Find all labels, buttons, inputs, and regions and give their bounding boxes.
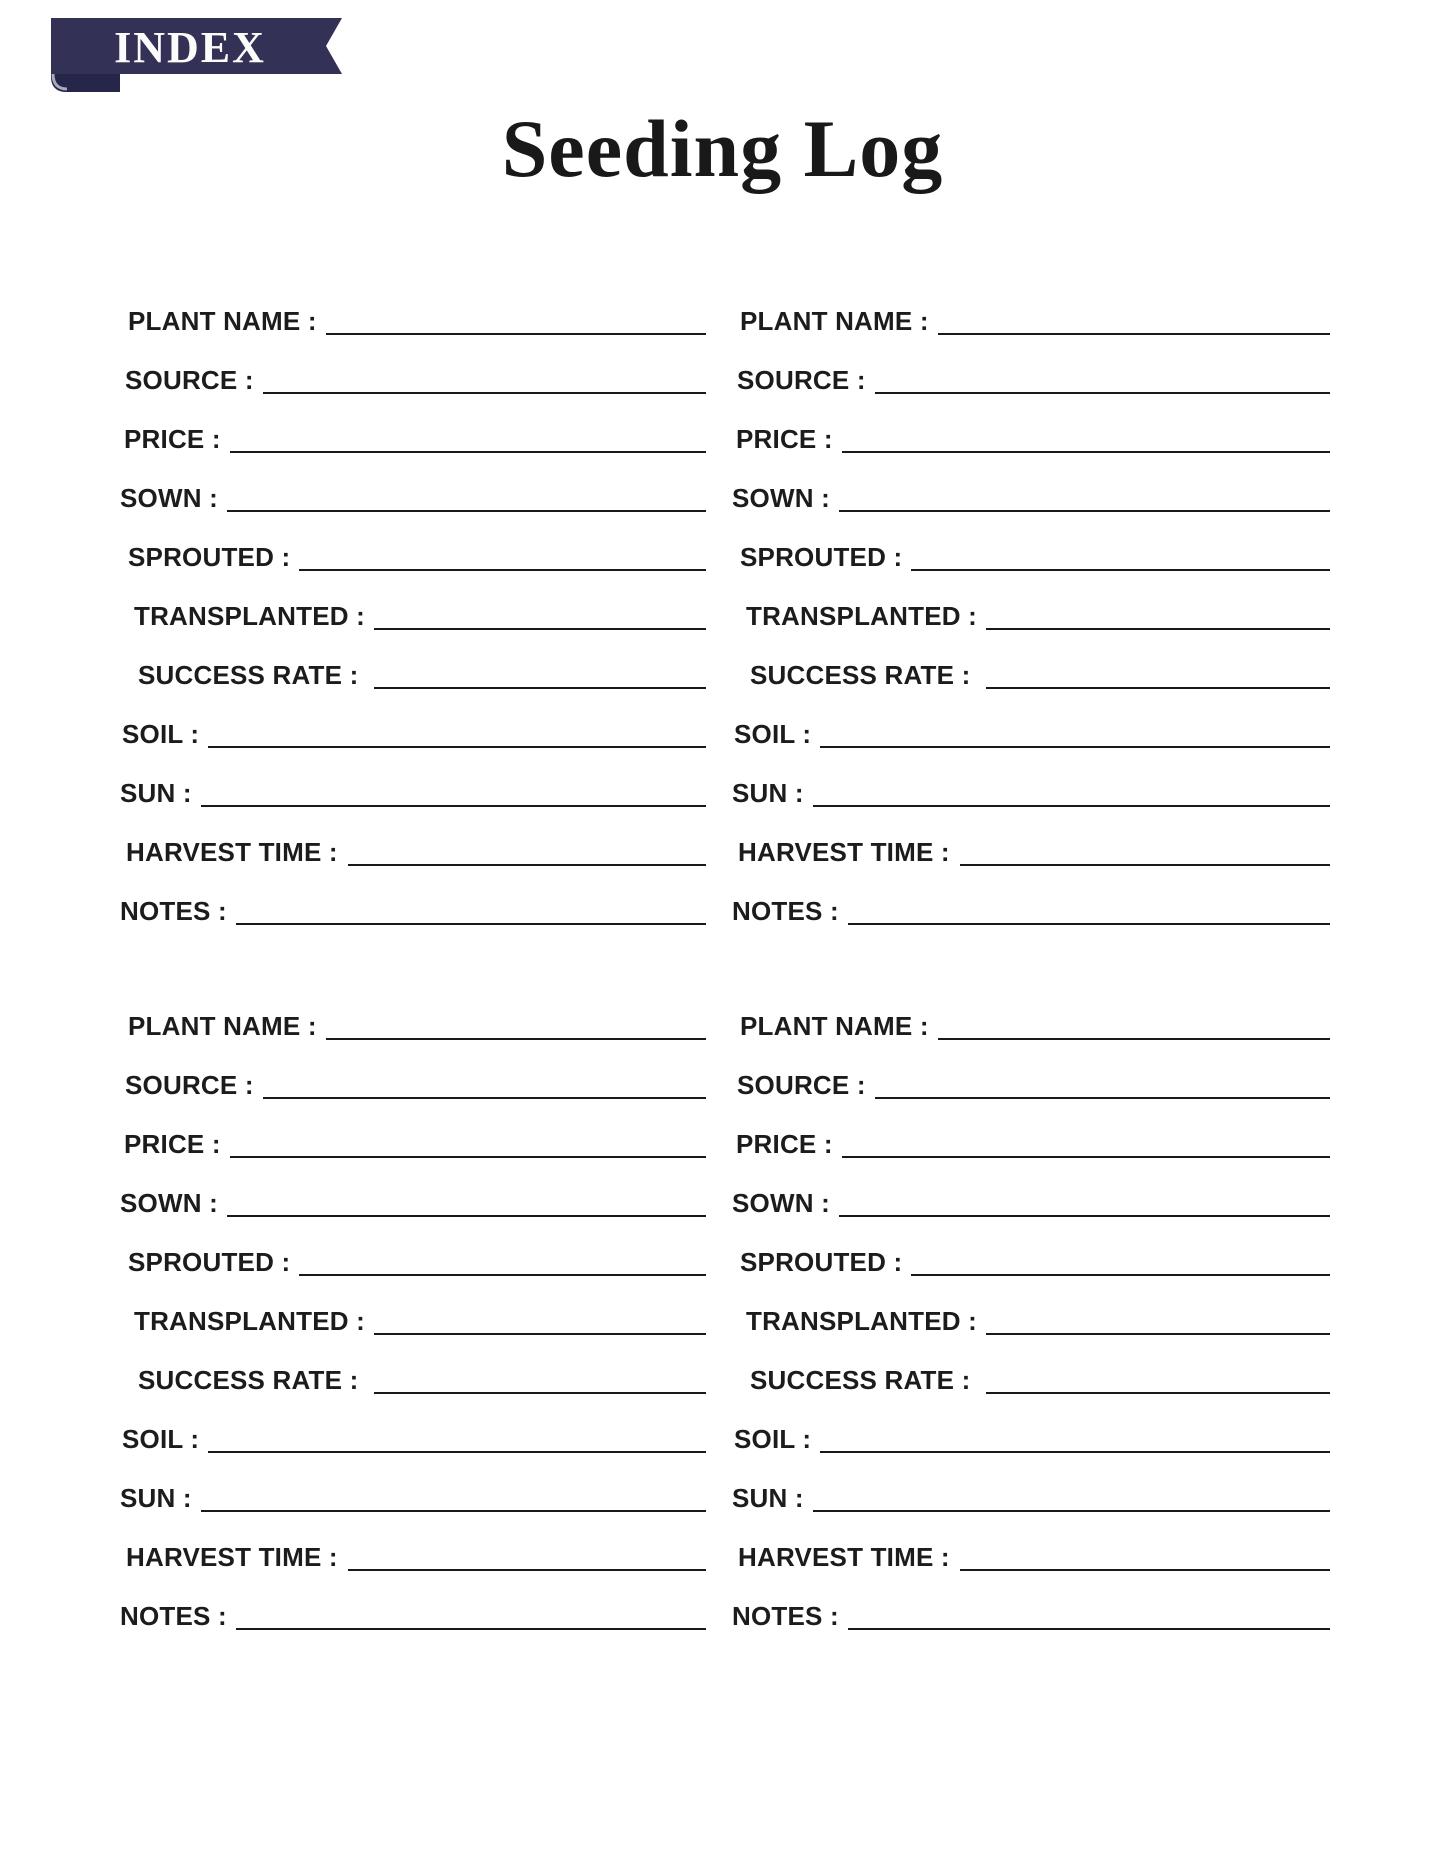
field-row	[120, 630, 706, 689]
field-label: SUCCESS RATE :	[750, 660, 971, 690]
field-value-line[interactable]	[263, 362, 706, 394]
field-label: SOIL :	[122, 1424, 200, 1454]
field-row	[732, 1099, 1330, 1158]
field-row	[120, 1040, 706, 1099]
page-title: Seeding Log	[501, 103, 944, 194]
field-row	[120, 1099, 706, 1158]
field-value-line[interactable]	[986, 598, 1330, 630]
field-value-line[interactable]	[813, 775, 1330, 807]
field-value-line[interactable]	[230, 421, 706, 453]
field-row	[120, 1512, 706, 1571]
field-row	[120, 748, 706, 807]
field-label: SOWN :	[732, 483, 830, 513]
field-value-line[interactable]	[299, 1244, 706, 1276]
field-label: PRICE :	[736, 1129, 833, 1159]
seeding-entry-block	[120, 276, 706, 925]
field-row	[120, 512, 706, 571]
field-value-line[interactable]	[374, 657, 706, 689]
field-row	[732, 335, 1330, 394]
field-value-line[interactable]	[374, 598, 706, 630]
index-ribbon-tab[interactable]	[50, 17, 345, 97]
field-row	[120, 689, 706, 748]
field-value-line[interactable]	[230, 1126, 706, 1158]
field-label: PRICE :	[736, 424, 833, 454]
field-row	[732, 1040, 1330, 1099]
field-row	[732, 981, 1330, 1040]
field-value-line[interactable]	[848, 893, 1330, 925]
field-value-line[interactable]	[839, 1185, 1330, 1217]
field-value-line[interactable]	[348, 1539, 706, 1571]
field-label: HARVEST TIME :	[738, 1542, 950, 1572]
field-label: SOIL :	[734, 719, 812, 749]
field-label: SPROUTED :	[740, 542, 903, 572]
field-row	[732, 1512, 1330, 1571]
field-row	[732, 1571, 1330, 1630]
field-row	[120, 453, 706, 512]
field-value-line[interactable]	[986, 1303, 1330, 1335]
field-value-line[interactable]	[236, 1598, 706, 1630]
field-value-line[interactable]	[208, 1421, 706, 1453]
field-value-line[interactable]	[201, 775, 706, 807]
field-label: NOTES :	[732, 1601, 839, 1631]
field-label: PRICE :	[124, 424, 221, 454]
field-value-line[interactable]	[839, 480, 1330, 512]
field-row	[120, 571, 706, 630]
field-row	[120, 1217, 706, 1276]
field-label: SPROUTED :	[740, 1247, 903, 1277]
field-label: SUCCESS RATE :	[138, 660, 359, 690]
field-value-line[interactable]	[236, 893, 706, 925]
field-label: SOURCE :	[737, 1070, 866, 1100]
field-row	[120, 335, 706, 394]
field-row	[120, 981, 706, 1040]
field-row	[732, 1335, 1330, 1394]
field-value-line[interactable]	[986, 1362, 1330, 1394]
field-label: SOIL :	[734, 1424, 812, 1454]
field-row	[732, 1158, 1330, 1217]
field-value-line[interactable]	[960, 1539, 1330, 1571]
field-label: TRANSPLANTED :	[746, 601, 978, 631]
field-value-line[interactable]	[263, 1067, 706, 1099]
field-value-line[interactable]	[842, 1126, 1330, 1158]
field-value-line[interactable]	[374, 1362, 706, 1394]
field-row	[120, 807, 706, 866]
field-row	[732, 571, 1330, 630]
field-row	[732, 1453, 1330, 1512]
field-row	[732, 276, 1330, 335]
field-row	[120, 1571, 706, 1630]
field-label: PLANT NAME :	[128, 306, 317, 336]
field-row	[732, 453, 1330, 512]
field-label: TRANSPLANTED :	[746, 1306, 978, 1336]
field-value-line[interactable]	[813, 1480, 1330, 1512]
ribbon-label: INDEX	[114, 22, 266, 72]
field-label: TRANSPLANTED :	[134, 601, 366, 631]
seeding-entry-block	[732, 276, 1330, 925]
field-row	[732, 630, 1330, 689]
field-value-line[interactable]	[227, 480, 706, 512]
field-label: NOTES :	[120, 896, 227, 926]
field-label: NOTES :	[732, 896, 839, 926]
field-value-line[interactable]	[227, 1185, 706, 1217]
field-label: SPROUTED :	[128, 1247, 291, 1277]
field-label: SUN :	[732, 1483, 804, 1513]
field-row	[732, 1276, 1330, 1335]
field-label: SOURCE :	[125, 1070, 254, 1100]
field-row	[120, 1394, 706, 1453]
field-label: SUN :	[120, 1483, 192, 1513]
field-value-line[interactable]	[299, 539, 706, 571]
field-value-line[interactable]	[938, 303, 1330, 335]
field-row	[120, 866, 706, 925]
field-row	[120, 1453, 706, 1512]
field-row	[120, 1335, 706, 1394]
field-label: PLANT NAME :	[740, 1011, 929, 1041]
field-label: SOURCE :	[737, 365, 866, 395]
field-value-line[interactable]	[960, 834, 1330, 866]
field-value-line[interactable]	[938, 1008, 1330, 1040]
field-label: PLANT NAME :	[740, 306, 929, 336]
field-value-line[interactable]	[820, 716, 1330, 748]
field-label: PRICE :	[124, 1129, 221, 1159]
field-row	[732, 512, 1330, 571]
field-label: SUN :	[120, 778, 192, 808]
seeding-entries-grid	[120, 276, 1330, 1630]
field-row	[732, 807, 1330, 866]
field-label: HARVEST TIME :	[126, 1542, 338, 1572]
field-label: SOURCE :	[125, 365, 254, 395]
field-value-line[interactable]	[326, 303, 706, 335]
field-value-line[interactable]	[374, 1303, 706, 1335]
field-value-line[interactable]	[986, 657, 1330, 689]
field-label: HARVEST TIME :	[738, 837, 950, 867]
field-label: PLANT NAME :	[128, 1011, 317, 1041]
field-label: TRANSPLANTED :	[134, 1306, 366, 1336]
field-label: SOWN :	[732, 1188, 830, 1218]
field-row	[732, 748, 1330, 807]
field-value-line[interactable]	[820, 1421, 1330, 1453]
field-label: NOTES :	[120, 1601, 227, 1631]
field-label: HARVEST TIME :	[126, 837, 338, 867]
field-value-line[interactable]	[875, 362, 1330, 394]
field-label: SPROUTED :	[128, 542, 291, 572]
field-row	[120, 1158, 706, 1217]
field-row	[732, 689, 1330, 748]
seeding-entry-block	[732, 981, 1330, 1630]
field-row	[120, 1276, 706, 1335]
field-label: SUCCESS RATE :	[750, 1365, 971, 1395]
field-value-line[interactable]	[911, 539, 1330, 571]
field-value-line[interactable]	[842, 421, 1330, 453]
field-value-line[interactable]	[848, 1598, 1330, 1630]
field-value-line[interactable]	[911, 1244, 1330, 1276]
field-label: SUCCESS RATE :	[138, 1365, 359, 1395]
field-label: SOWN :	[120, 483, 218, 513]
field-row	[732, 866, 1330, 925]
field-value-line[interactable]	[208, 716, 706, 748]
field-label: SOWN :	[120, 1188, 218, 1218]
field-row	[120, 394, 706, 453]
field-value-line[interactable]	[348, 834, 706, 866]
field-row	[120, 276, 706, 335]
field-label: SOIL :	[122, 719, 200, 749]
field-value-line[interactable]	[875, 1067, 1330, 1099]
field-label: SUN :	[732, 778, 804, 808]
field-value-line[interactable]	[201, 1480, 706, 1512]
field-value-line[interactable]	[326, 1008, 706, 1040]
seeding-entry-block	[120, 981, 706, 1630]
field-row	[732, 394, 1330, 453]
field-row	[732, 1217, 1330, 1276]
field-row	[732, 1394, 1330, 1453]
